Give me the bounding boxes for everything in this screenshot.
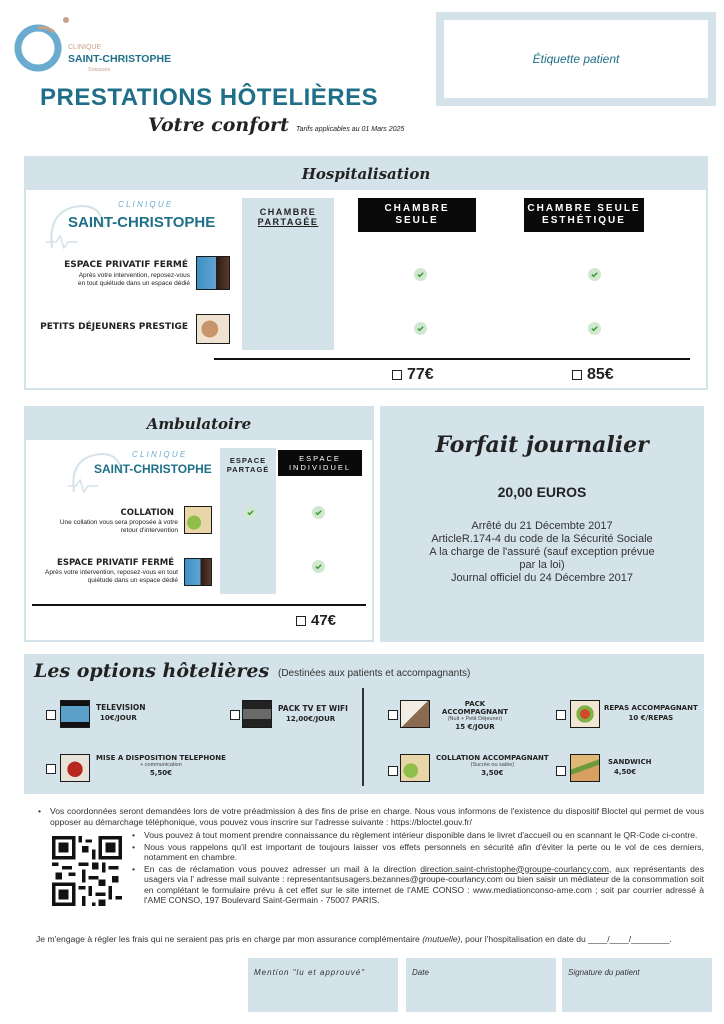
amb-brand: SAINT-CHRISTOPHE [94,462,212,476]
checkbox-collation[interactable] [388,766,398,776]
option-name-collation: COLLATION ACCOMPAGNANT [436,754,549,762]
forfait-line: Journal officiel du 24 Décembre 2017 [450,572,634,584]
option-price-television: 10€/JOUR [100,714,137,722]
tariffs-date: Tarifs applicables au 01 Mars 2025 [296,126,405,133]
option-detail-telephone: + communication [140,762,182,768]
engage-a: Je m'engage à régler les frais qui ne seraient pas pris en charge par mon assurance complémentaire [36,934,423,944]
options-divider [362,688,364,786]
checkbox-esthetic-room[interactable] [572,370,582,380]
checkbox-television[interactable] [46,710,56,720]
pack-accompagnant-image [400,700,430,728]
engagement-text [36,934,704,945]
forfait-amount: 20,00 EUROS [497,484,587,500]
hosp-row1-title: ESPACE PRIVATIF FERMÉ [64,260,188,270]
checkbox-repas[interactable] [556,710,566,720]
breakfast-image [196,314,230,344]
collation-accompagnant-image [400,754,430,782]
amb-row1-desc: Une collation vous sera proposée à votre retour d'intervention [59,519,178,534]
option-name-repas: REPAS ACCOMPAGNANT [604,704,698,712]
hosp-price-esthetic [572,366,614,384]
info-reclamation-b: , aux représentants des usagers via l' adresse mail suivante : representantsusagers.bezannes@groupe-courlancy.com ou bien saisir un médiateur de la consommation soit en complétant le formulaire prévu à cet effet sur le site internet de l'AME CONSO : www.mediationconso-ame.com ; soit par courrier adressé à l'AME CONSO, 197 Boulevard Saint-Germain - 75007 PARIS. [144,863,704,905]
hosp-col-esthetic [524,198,644,232]
checkbox-tv-wifi[interactable] [230,710,240,720]
checkbox-single-room[interactable] [392,370,402,380]
clinic-logo [14,14,184,76]
hosp-col2-line1: CHAMBRE [384,203,450,214]
info-effets: • Nous vous rappelons qu'il est important de toujours laisser vos effets personnels en sécurité afin d'éviter la perte ou le vol de ces derniers, notamment en chambre. [132,842,704,863]
hosp-col3-line2: ESTHÉTIQUE [542,215,626,226]
price-single-room: 77€ [407,366,434,383]
hosp-brand: SAINT-CHRISTOPHE [68,214,216,231]
sandwich-image [570,754,600,782]
options-title: Les options hôtelières [34,660,270,682]
forfait-block [380,406,704,642]
logo-line3: Soissons [88,67,111,73]
hosp-col-shared [242,198,334,350]
price-individual-space: 47€ [311,612,337,629]
option-name-sandwich: SANDWICH [608,758,652,766]
hospitalisation-block [24,156,708,390]
option-price-tv-wifi: 12,00€/JOUR [286,715,336,723]
patient-label-text: Étiquette patient [532,52,620,66]
page-title: PRESTATIONS HÔTELIÈRES [40,84,379,111]
info-reclamation-a: En cas de réclamation vous pouvez adresser un mail à la direction [144,863,421,874]
amb-price [296,612,336,629]
amb-col2-line1: ESPACE [299,454,341,463]
qr-code-icon[interactable] [52,836,122,906]
hosp-col1-line2: PARTAGÉE [257,217,319,227]
info-reclamation [132,864,704,906]
check-icon [244,506,257,519]
option-name-tv-wifi: PACK TV ET WIFI [278,704,348,713]
hosp-col1-line1: CHAMBRE [259,207,317,217]
hosp-divider [214,358,690,360]
hosp-price-single [392,366,434,384]
signature-box[interactable] [562,958,712,1012]
patient-label-box [436,12,716,106]
options-subtitle: (Destinées aux patients et accompagnants) [278,668,471,679]
amb-brand-top: C L I N I Q U E [132,450,186,459]
private-space-image [184,558,212,586]
page-subtitle: Votre confort [148,114,289,136]
amb-divider [32,604,366,606]
info-bloctel: • Vos coordonnées seront demandées lors de votre préadmission à des fins de prise en charge. Nous vous informons de l'existence du dispositif Bloctel qui permet de vous opposer au démarchage téléphonique, vous pouvez vous inscrire sur l'adresse suivante : https://bloctel.gouv.fr/ [38,806,704,827]
signature-label: Signature du patient [568,968,640,977]
mention-box[interactable] [248,958,398,1012]
engage-b: , pour l'hospitalisation en date du ____/____/________. [460,934,672,944]
direction-email-link[interactable]: direction.saint-christophe@groupe-courlancy.com [420,863,609,874]
amb-row1-title: COLLATION [120,508,174,518]
check-icon [588,268,601,281]
check-icon [588,322,601,335]
option-price-telephone: 5,50€ [149,769,173,777]
hosp-col2-line2: SEULE [395,215,439,226]
check-icon [312,560,325,573]
hosp-col3-line1: CHAMBRE SEULE [527,203,641,214]
date-box[interactable] [406,958,556,1012]
telephone-image [60,754,90,782]
tv-wifi-image [242,700,272,728]
repas-image [570,700,600,728]
checkbox-pack-accompagnant[interactable] [388,710,398,720]
private-room-image [196,256,230,290]
amb-col-shared [220,448,276,594]
options-block [24,654,704,794]
forfait-title: Forfait journalier [435,432,649,458]
option-detail-pack: (Nuit + Petit Déjeuner) [447,716,503,722]
television-image [60,700,90,728]
hosp-brand-top: C L I N I Q U E [118,200,172,209]
amb-header [26,408,372,440]
ambulatoire-block [24,406,374,642]
option-name-pack: PACK ACCOMPAGNANT [441,700,509,716]
option-detail-collation: (Sucrée ou salée) [470,762,515,768]
amb-col1-line1: ESPACE [229,456,267,465]
amb-section-title: Ambulatoire [146,415,252,433]
hosp-row1-desc: Après votre intervention, reposez-vous en tout quiétude dans un espace dédié [77,272,190,287]
check-icon [312,506,325,519]
hosp-row2-title: PETITS DÉJEUNERS PRESTIGE [40,322,188,332]
amb-row2-title: ESPACE PRIVATIF FERMÉ [57,558,174,568]
option-price-pack: 15 €/JOUR [455,723,495,731]
forfait-line: Arrêté du 21 Décembte 2017 [471,520,613,532]
option-name-television: TELEVISION [96,703,146,712]
checkbox-sandwich[interactable] [556,766,566,776]
hosp-section-title: Hospitalisation [301,165,431,183]
amb-col-individual [278,450,362,476]
option-price-repas: 10 €/REPAS [628,714,674,722]
forfait-line: ArticleR.174-4 du code de la Sécurité Sociale [431,533,653,545]
date-label: Date [412,968,429,977]
logo-line2: SAINT-CHRISTOPHE [68,53,172,65]
forfait-line: par la loi) [519,559,565,571]
logo-line1: CLINIQUE [68,44,102,51]
mention-label: Mention "lu et approuvé" [254,968,366,977]
logo-mark-icon [14,14,74,74]
info-reglement: • Vous pouvez à tout moment prendre connaissance du règlement intérieur disponible dans le livret d'accueil ou en scannant le QR-Code ci-contre. [132,830,704,841]
amb-col1-line2: PARTAGÉ [226,465,270,474]
amb-col2-line2: INDIVIDUEL [288,463,352,472]
checkbox-individual-space[interactable] [296,616,306,626]
forfait-line: A la charge de l'assuré (sauf exception prévue [429,546,655,558]
option-name-telephone: MISE A DISPOSITION TELEPHONE [96,754,226,762]
info-list [132,830,704,906]
checkbox-telephone[interactable] [46,764,56,774]
option-price-collation: 3,50€ [481,769,504,777]
collation-image [184,506,212,534]
hosp-col-single [358,198,476,232]
check-icon [414,322,427,335]
amb-row2-desc: Après votre intervention, reposez-vous en tout quiétude dans un espace dédié [45,569,178,584]
hosp-header [26,158,706,190]
price-esthetic-room: 85€ [587,366,614,383]
engage-mutuelle: (mutuelle) [422,934,461,944]
option-price-sandwich: 4,50€ [614,768,637,776]
check-icon [414,268,427,281]
